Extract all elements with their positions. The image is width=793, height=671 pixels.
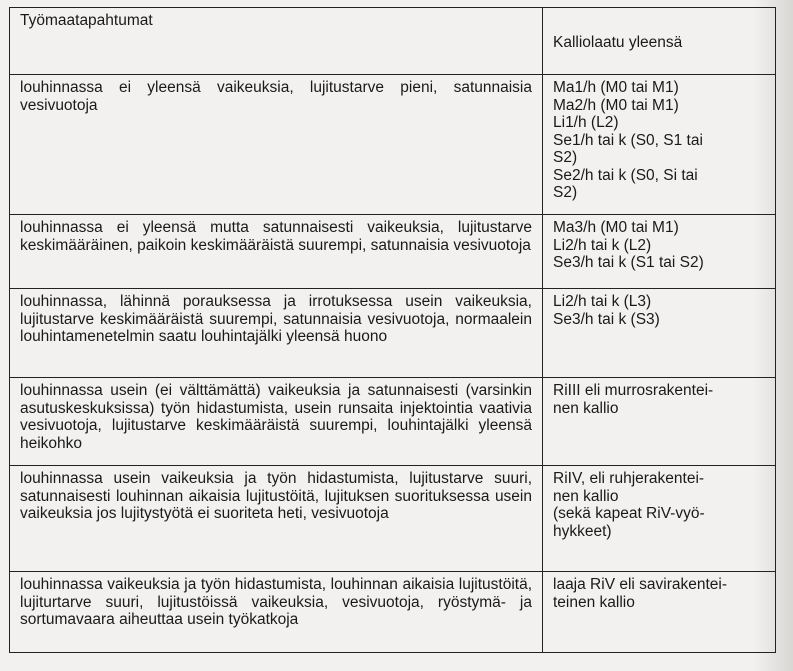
table-row [10,572,776,653]
row-description [10,215,543,289]
description-text: louhinnassa ei yleensä mutta satunnaisesti vaikeuksia, lujitustarve keskimääräinen, paikoin keskimääräistä suurempi, satunnaisia vesivuotoja [20,219,532,254]
row-rock-quality [543,378,776,466]
table-row [10,466,776,572]
description-text: louhinnassa vaikeuksia ja työn hidastumista, louhinnan aikaisia lujitustöitä, lujiturtarve suuri, lujitustöissä vaikeuksia, vesivuotoja, ryöstymä- ja sortumavaara aiheuttaa usein työkatkoja [20,576,532,628]
quality-line: Se3/h tai k (S3) [553,310,660,328]
quality-line: Ma1/h (M0 tai M1) [553,79,679,96]
quality-line: Li2/h tai k (L3) [553,293,652,310]
quality-line: hykkeet) [553,522,612,540]
row-rock-quality [543,572,776,653]
quality-line: laaja RiV eli savirakentei- [553,576,728,593]
description-text: louhinnassa ei yleensä vaikeuksia, lujitustarve pieni, satunnaisia vesivuotoja [20,79,532,114]
header-rock-quality: Kalliolaatu yleensä [543,8,776,75]
description-text: louhinnassa usein vaikeuksia ja työn hidastumista, lujitustarve suuri, satunnaisesti louhinnan aikaisia lujitustöitä, lujituksen suorituksessa usein vaikeuksia jos lujitystyötä ei suoriteta heti, vesivuotoja [20,470,532,522]
quality-line: (sekä kapeat RiV-vyö- [553,505,705,522]
quality-line: RiIII eli murrosrakentei- [553,382,714,399]
row-rock-quality [543,289,776,378]
row-description [10,466,543,572]
row-description [10,572,543,653]
description-text: louhinnassa usein (ei välttämättä) vaikeuksia ja satunnaisesti (varsinkin asutuskeskuksissa) työn hidastumista, usein runsaita injektointia vaativia vesivuotoja, lujitustarve keskimääräistä suurempi, louhintajälki yleensä heikohko [20,382,532,452]
quality-line: S2) [553,149,578,166]
header-events: Työmaatapahtumat [10,8,543,75]
table-row [10,378,776,466]
table-row [10,215,776,289]
description-text: louhinnassa, lähinnä porauksessa ja irrotuksessa usein vaikeuksia, lujitustarve keskimääräistä suurempi, satunnaisia vesivuotoja, normaalein louhintamenetelmin saatu louhintajälki yleensä huono [20,293,532,345]
row-description [10,75,543,215]
quality-line: nen kallio [553,399,619,417]
quality-line: RiIV, eli ruhjerakentei- [553,470,705,487]
row-rock-quality [543,215,776,289]
quality-line: Li1/h (L2) [553,114,619,131]
quality-line: Se2/h tai k (S0, Si tai [553,166,698,184]
quality-line: nen kallio [553,487,619,505]
table-row [10,75,776,215]
quality-line: Ma2/h (M0 tai M1) [553,96,679,114]
row-description [10,378,543,466]
quality-line: Se3/h tai k (S1 tai S2) [553,254,704,271]
row-rock-quality [543,466,776,572]
quality-line: S2) [553,184,578,201]
table-header-row [10,8,776,75]
table-row [10,289,776,378]
quality-line: Li2/h tai k (L2) [553,236,652,254]
quality-line: teinen kallio [553,593,635,611]
quality-line: Ma3/h (M0 tai M1) [553,219,679,236]
row-description [10,289,543,378]
rock-quality-table [9,7,776,653]
row-rock-quality [543,75,776,215]
quality-line: Se1/h tai k (S0, S1 tai [553,131,703,149]
